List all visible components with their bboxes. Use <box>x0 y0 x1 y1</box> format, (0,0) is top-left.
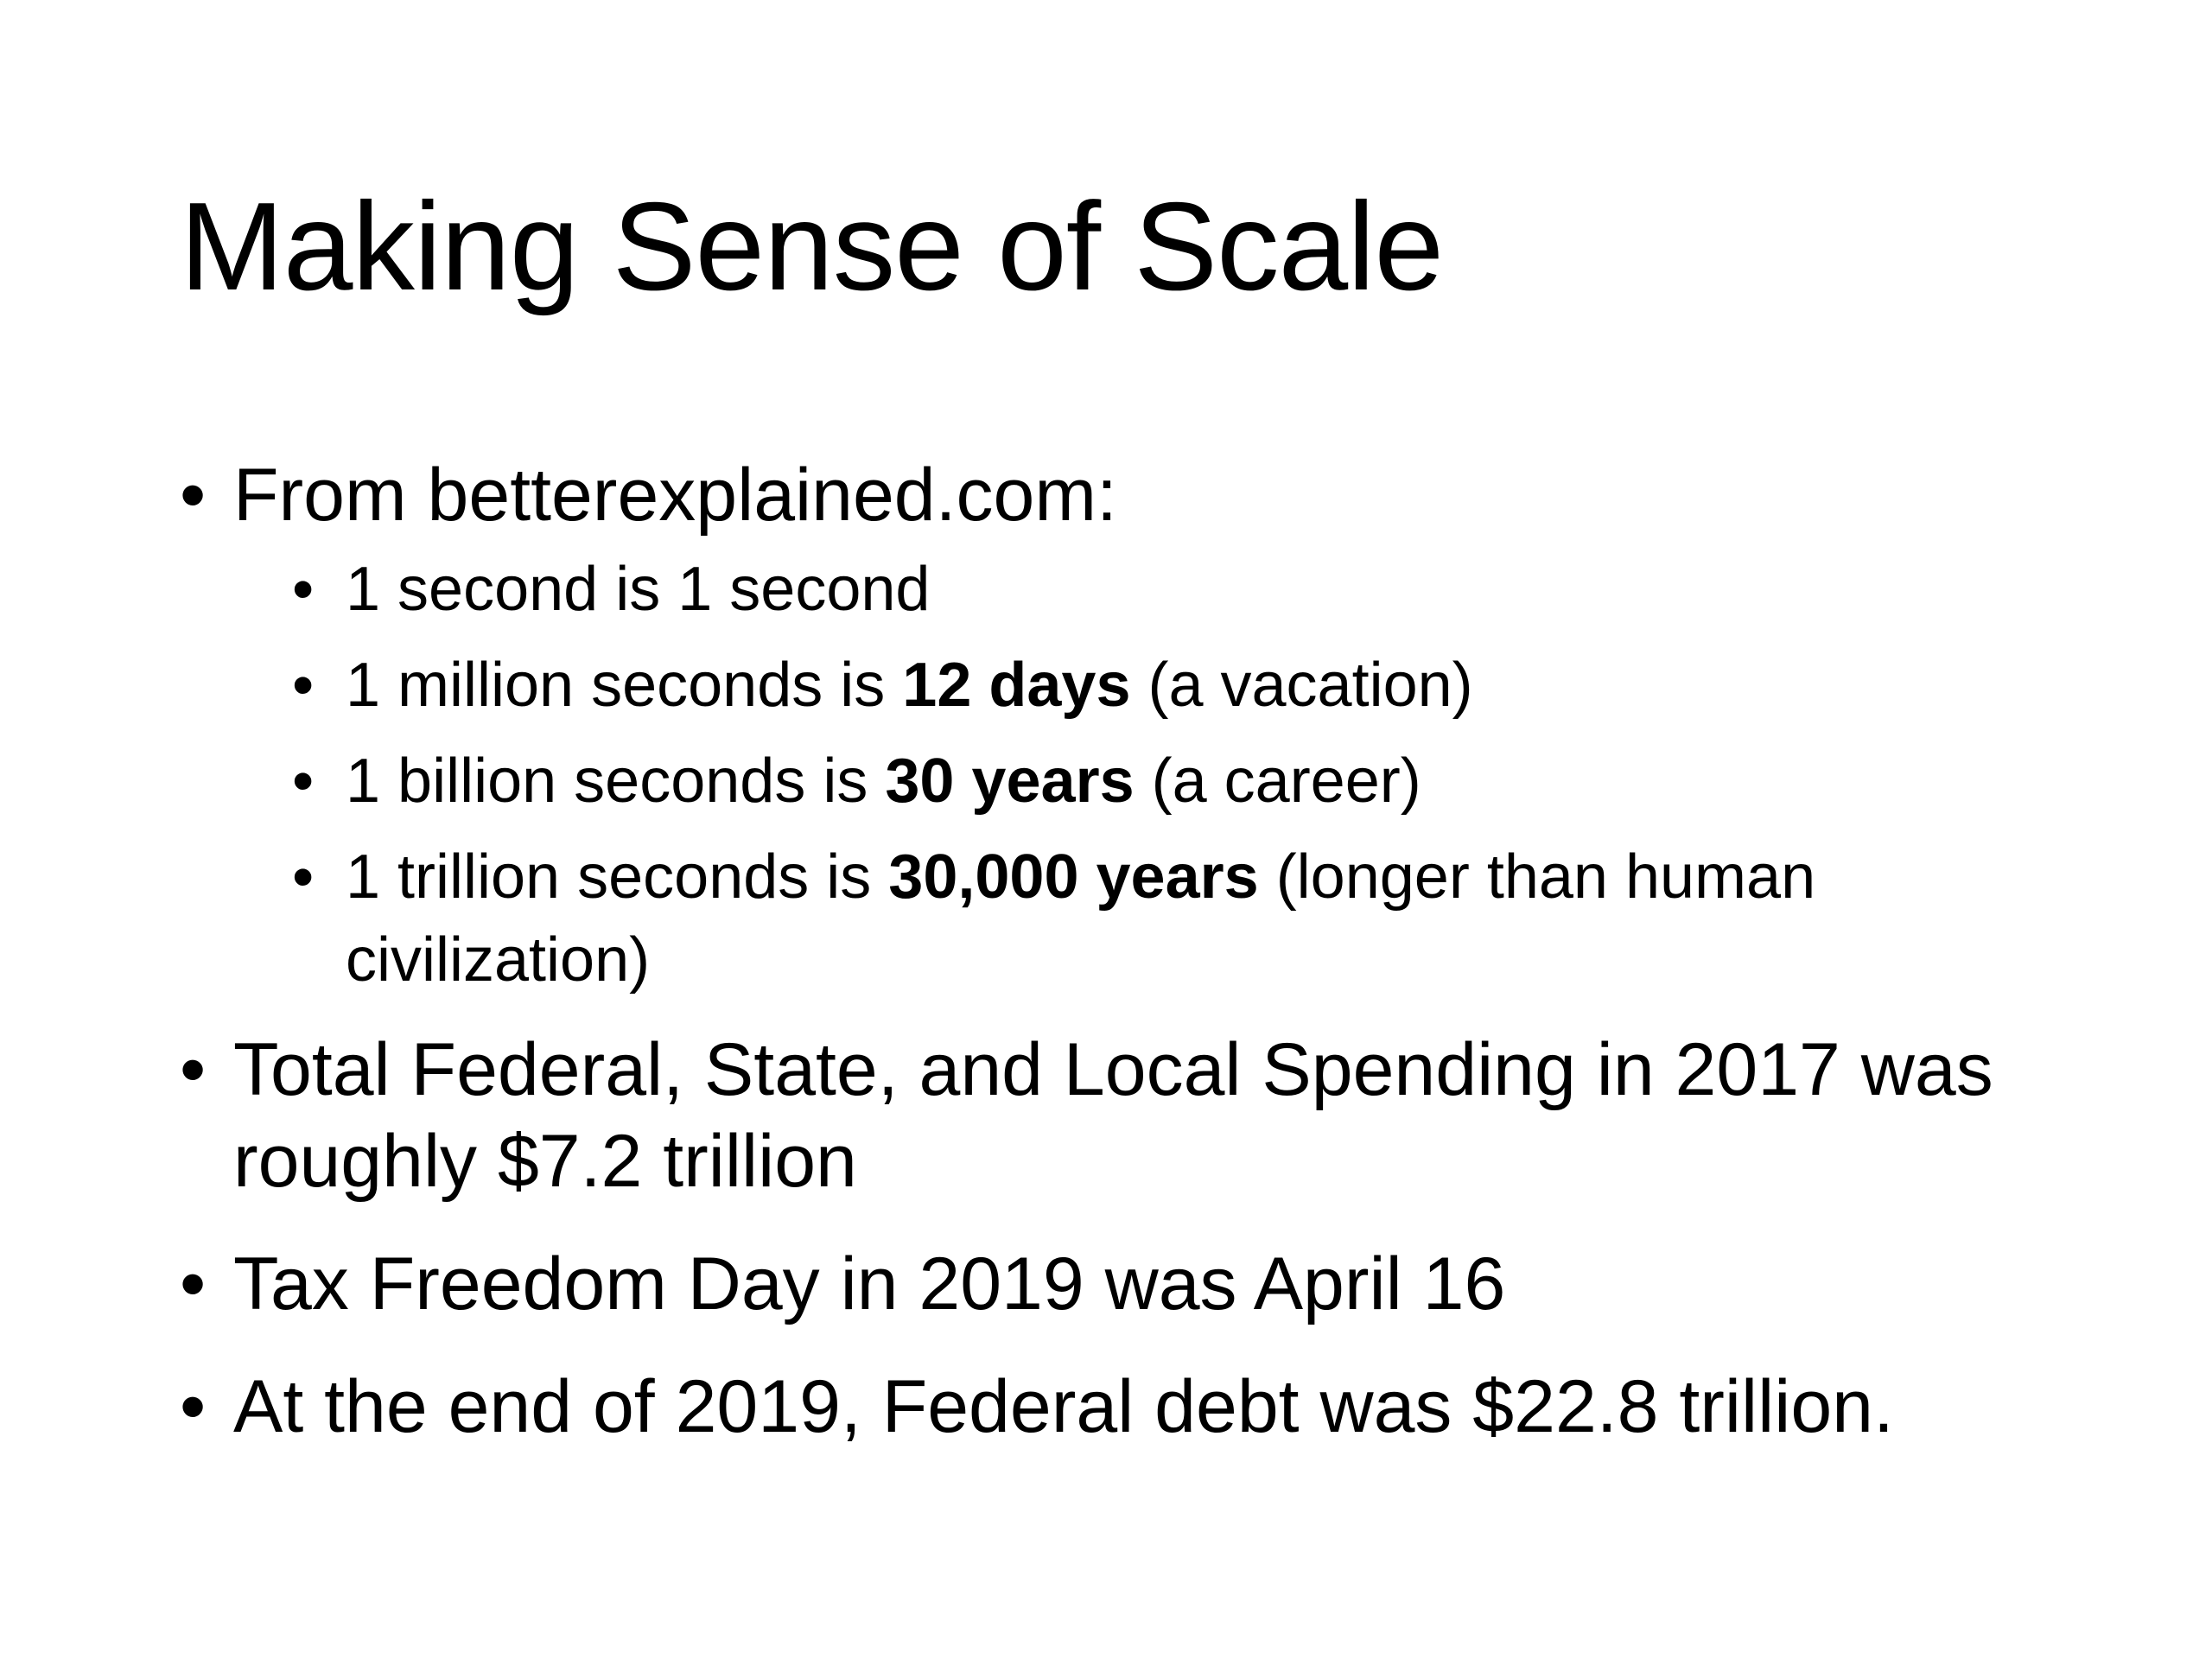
bullet-item <box>180 1238 2063 1330</box>
sub-bullet-list <box>180 548 2063 1001</box>
sub-bullet-item <box>292 548 2063 631</box>
bullet-text: Tax Freedom Day in 2019 was April 16 <box>233 1243 1506 1325</box>
bullet-text: Total Federal, State, and Local Spending in 2017 was roughly $7.2 trillion <box>233 1028 1993 1203</box>
sub-bullet-text-pre: 1 million seconds is <box>346 651 903 720</box>
bullet-dot-icon: • <box>292 651 315 720</box>
slide-body <box>180 449 2063 1452</box>
sub-bullet-item <box>292 644 2063 727</box>
bullet-text: At the end of 2019, Federal debt was $22.8 trillion. <box>233 1365 1894 1448</box>
bullet-dot-icon: • <box>180 1028 207 1111</box>
sub-bullet-emphasis: 30 years <box>885 747 1135 816</box>
slide-title: Making Sense of Scale <box>180 176 1444 316</box>
bullet-dot-icon: • <box>180 1365 207 1448</box>
sub-bullet-item <box>292 740 2063 823</box>
bullet-text: From betterexplained.com: <box>233 454 1117 537</box>
sub-bullet-text: 1 second is 1 second <box>346 555 931 624</box>
bullet-item <box>180 1024 2063 1207</box>
bullet-dot-icon: • <box>180 1243 207 1325</box>
bullet-item <box>180 1361 2063 1452</box>
sub-bullet-text-post: (a vacation) <box>1130 651 1473 720</box>
bullet-dot-icon: • <box>180 454 207 537</box>
bullet-dot-icon: • <box>292 747 315 816</box>
sub-bullet-emphasis: 30,000 years <box>888 842 1259 912</box>
sub-bullet-text-post: (a career) <box>1134 747 1421 816</box>
bullet-dot-icon: • <box>292 555 315 624</box>
bullet-dot-icon: • <box>292 842 315 912</box>
sub-bullet-emphasis: 12 days <box>902 651 1131 720</box>
sub-bullet-item <box>292 836 2063 1001</box>
bullet-item <box>180 449 2063 541</box>
sub-bullet-text-pre: 1 billion seconds is <box>346 747 886 816</box>
sub-bullet-text-pre: 1 trillion seconds is <box>346 842 889 912</box>
sub-bullet-text-post: (longer than human civilization) <box>346 842 1816 995</box>
